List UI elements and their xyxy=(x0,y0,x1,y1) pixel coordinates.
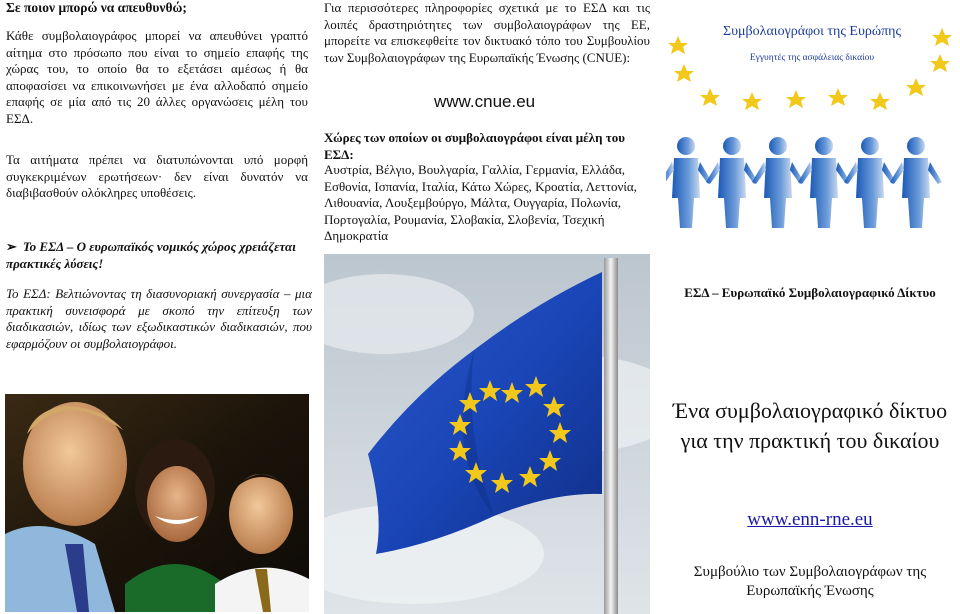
cnue-link[interactable]: www.cnue.eu xyxy=(434,92,536,111)
arrow-bullet-icon: ➢ xyxy=(6,239,17,254)
eu-flag-photo xyxy=(324,254,650,614)
people-photo-illustration xyxy=(5,394,309,612)
banner-subtitle: Εγγυητές της ασφάλειας δικαίου xyxy=(749,53,875,63)
who-paragraph: Κάθε συμβολαιογράφος μπορεί να απευθύνει γραπτό αίτημα στο πρόσωπο που είναι το σημείο επαφής της χώρας του, το οποίο θα το εξετάσει αμέσως ή θα αποφασίσει να επικοινωνήσει με ένα αλλοδαπό σημείο επαφής σε μία από τις 20 άλλες οργανώσεις μέλη του ΕΣΔ. xyxy=(6,28,308,126)
cooperation-paragraph: Το ΕΣΔ: Βελτιώνοντας τη διασυνοριακή συνεργασία – μια πρακτική συνεισφορά με σκοπό την επίτευξη των διαδικασιών, ιδίως των εξωδικαστικών διαδικασιών, που εφαρμόζουν οι συμβολαιογράφοι. xyxy=(6,286,312,351)
enn-heading: ΕΣΔ – Ευρωπαϊκό Συμβολαιογραφικό Δίκτυο xyxy=(684,285,936,300)
banner-title: Συμβολαιογράφοι της Ευρώπης xyxy=(722,24,902,39)
middle-column xyxy=(320,0,652,614)
right-column xyxy=(660,0,960,614)
left-column xyxy=(0,0,318,614)
council-name: Συμβούλιο των Συμβολαιογράφων της Ευρωπαϊκής Ένωσης xyxy=(693,564,927,599)
who-heading: Σε ποιον μπορώ να απευθυνθώ; xyxy=(6,0,187,15)
members-heading: Χώρες των οποίων οι συμβολαιογράφοι είναι μέλη του ΕΣΔ: xyxy=(324,130,625,162)
member-countries-list: Αυστρία, Βέλγιο, Βουλγαρία, Γαλλία, Γερμανία, Ελλάδα, Εσθονία, Ισπανία, Ιταλία, Κάτω Χώρες, Κροατία, Λεττονία, Λιθουανία, Λουξεμβούργο, Μάλτα, Ουγγαρία, Πολωνία, Πορτογαλία, Ρουμανία, Σλοβακία, Σλοβενία, Τσεχική Δημοκρατία xyxy=(324,162,637,243)
enn-website-link[interactable]: www.enn-rne.eu xyxy=(747,509,873,530)
bullet-text: Το ΕΣΔ – Ο ευρωπαϊκός νομικός χώρος χρειάζεται πρακτικές λύσεις! xyxy=(6,239,296,271)
people-chain-graphic xyxy=(666,128,958,238)
requests-paragraph: Τα αιτήματα πρέπει να διατυπώνονται υπό μορφή συγκεκριμένων ερωτήσεων· δεν είναι δυνατόν να διαβιβασθούν ολόκληρες υποθέσεις. xyxy=(6,152,308,200)
eu-flag-illustration xyxy=(324,254,650,614)
info-paragraph: Για περισσότερες πληροφορίες σχετικά με το ΕΣΔ και τις λοιπές δραστηριότητες των συμβολαιογράφων της ΕΕ, μπορείτε να επισκεφθείτε τον δικτυακό τόπο του Συμβουλίου των Συμβολαιογράφων της Ευρωπαϊκής Ένωσης (CNUE): xyxy=(324,0,650,65)
bullet-item xyxy=(6,238,310,272)
notaries-banner xyxy=(666,14,958,120)
brochure-title: Ένα συμβολαιογραφικό δίκτυο για την πρακτική του δικαίου xyxy=(672,398,948,453)
paper-chain-people-icon xyxy=(666,128,958,238)
people-photo xyxy=(5,394,309,612)
